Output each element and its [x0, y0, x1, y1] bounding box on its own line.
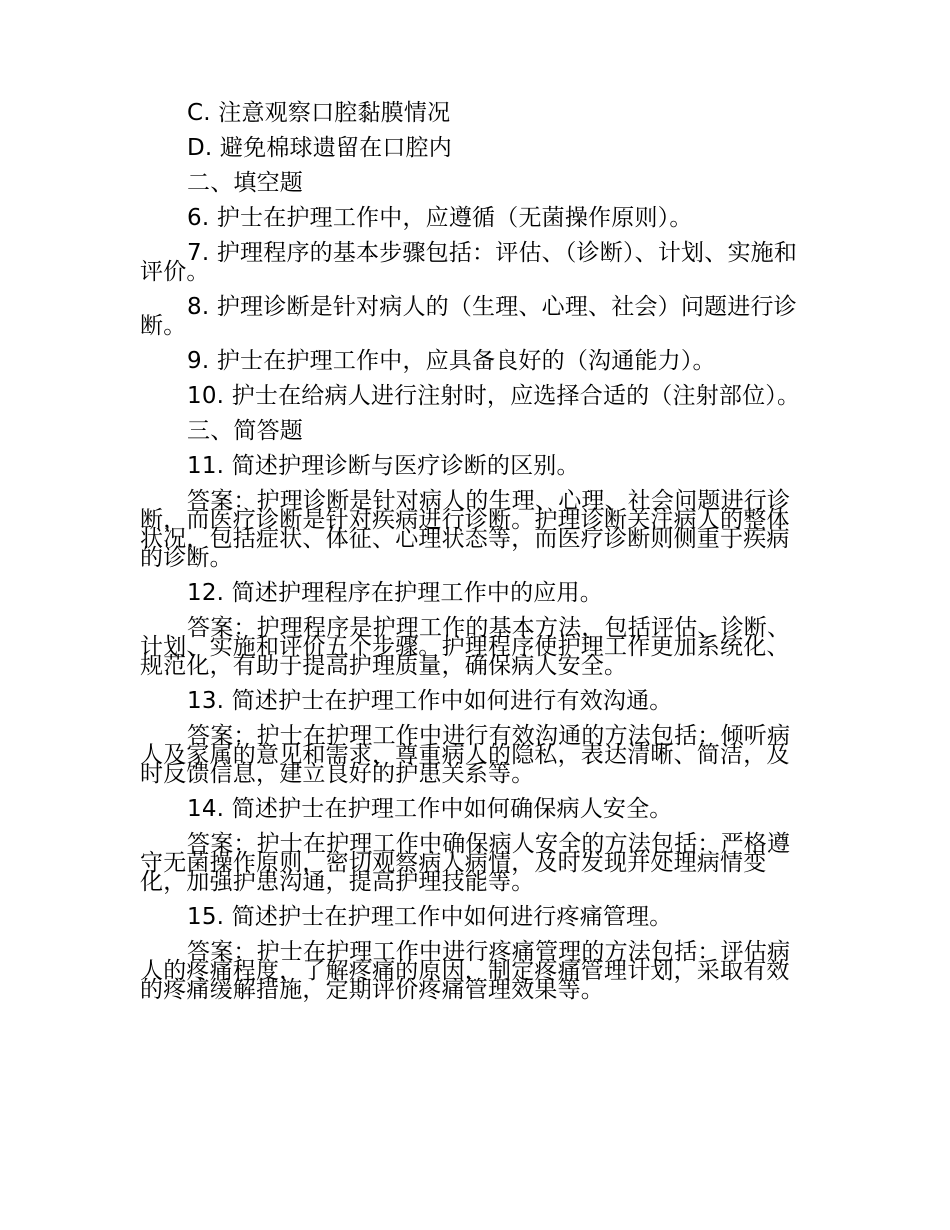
option-c: C. 注意观察口腔黏膜情况: [187, 100, 451, 126]
answer-11: 答案：护理诊断是针对病人的生理、心理、社会问题进行诊断，而医疗诊断是针对疾病进行诊断。护理诊断关注病人的整体状况，包括症状、体征、心理状态等，而医疗诊断则侧重于疾病的诊断。: [140, 488, 791, 571]
section-heading-short-answer: 三、简答题: [187, 418, 303, 444]
option-d: D. 避免棉球遗留在口腔内: [187, 135, 452, 161]
question-8: 8. 护理诊断是针对病人的（生理、心理、社会）问题进行诊断。: [140, 294, 797, 339]
question-7: 7. 护理程序的基本步骤包括：评估、（诊断）、计划、实施和评价。: [140, 240, 798, 285]
section-heading-fill-in: 二、填空题: [187, 170, 303, 196]
question-14: 14. 简述护士在护理工作中如何确保病人安全。: [187, 796, 673, 822]
question-12: 12. 简述护理程序在护理工作中的应用。: [187, 580, 603, 606]
question-10: 10. 护士在给病人进行注射时，应选择合适的（注射部位）。: [187, 383, 801, 409]
answer-12: 答案：护理程序是护理工作的基本方法，包括评估、诊断、计划、实施和评价五个步骤。护理程序使护理工作更加系统化、规范化，有助于提高护理质量，确保病人安全。: [140, 615, 791, 679]
answer-13: 答案：护士在护理工作中进行有效沟通的方法包括：倾听病人及家属的意见和需求，尊重病人的隐私，表达清晰、简洁，及时反馈信息，建立良好的护患关系等。: [140, 723, 791, 787]
question-15: 15. 简述护士在护理工作中如何进行疼痛管理。: [187, 904, 673, 930]
question-9: 9. 护士在护理工作中，应具备良好的（沟通能力）。: [187, 348, 716, 374]
question-6: 6. 护士在护理工作中，应遵循（无菌操作原则）。: [187, 205, 693, 231]
answer-14: 答案：护士在护理工作中确保病人安全的方法包括：严格遵守无菌操作原则，密切观察病人病情，及时发现并处理病情变化，加强护患沟通，提高护理技能等。: [140, 831, 791, 895]
document-page: [140, 100, 812, 1016]
question-11: 11. 简述护理诊断与医疗诊断的区别。: [187, 453, 580, 479]
answer-15: 答案：护士在护理工作中进行疼痛管理的方法包括：评估病人的疼痛程度，了解疼痛的原因，制定疼痛管理计划，采取有效的疼痛缓解措施，定期评价疼痛管理效果等。: [140, 939, 791, 1003]
question-13: 13. 简述护士在护理工作中如何进行有效沟通。: [187, 688, 673, 714]
